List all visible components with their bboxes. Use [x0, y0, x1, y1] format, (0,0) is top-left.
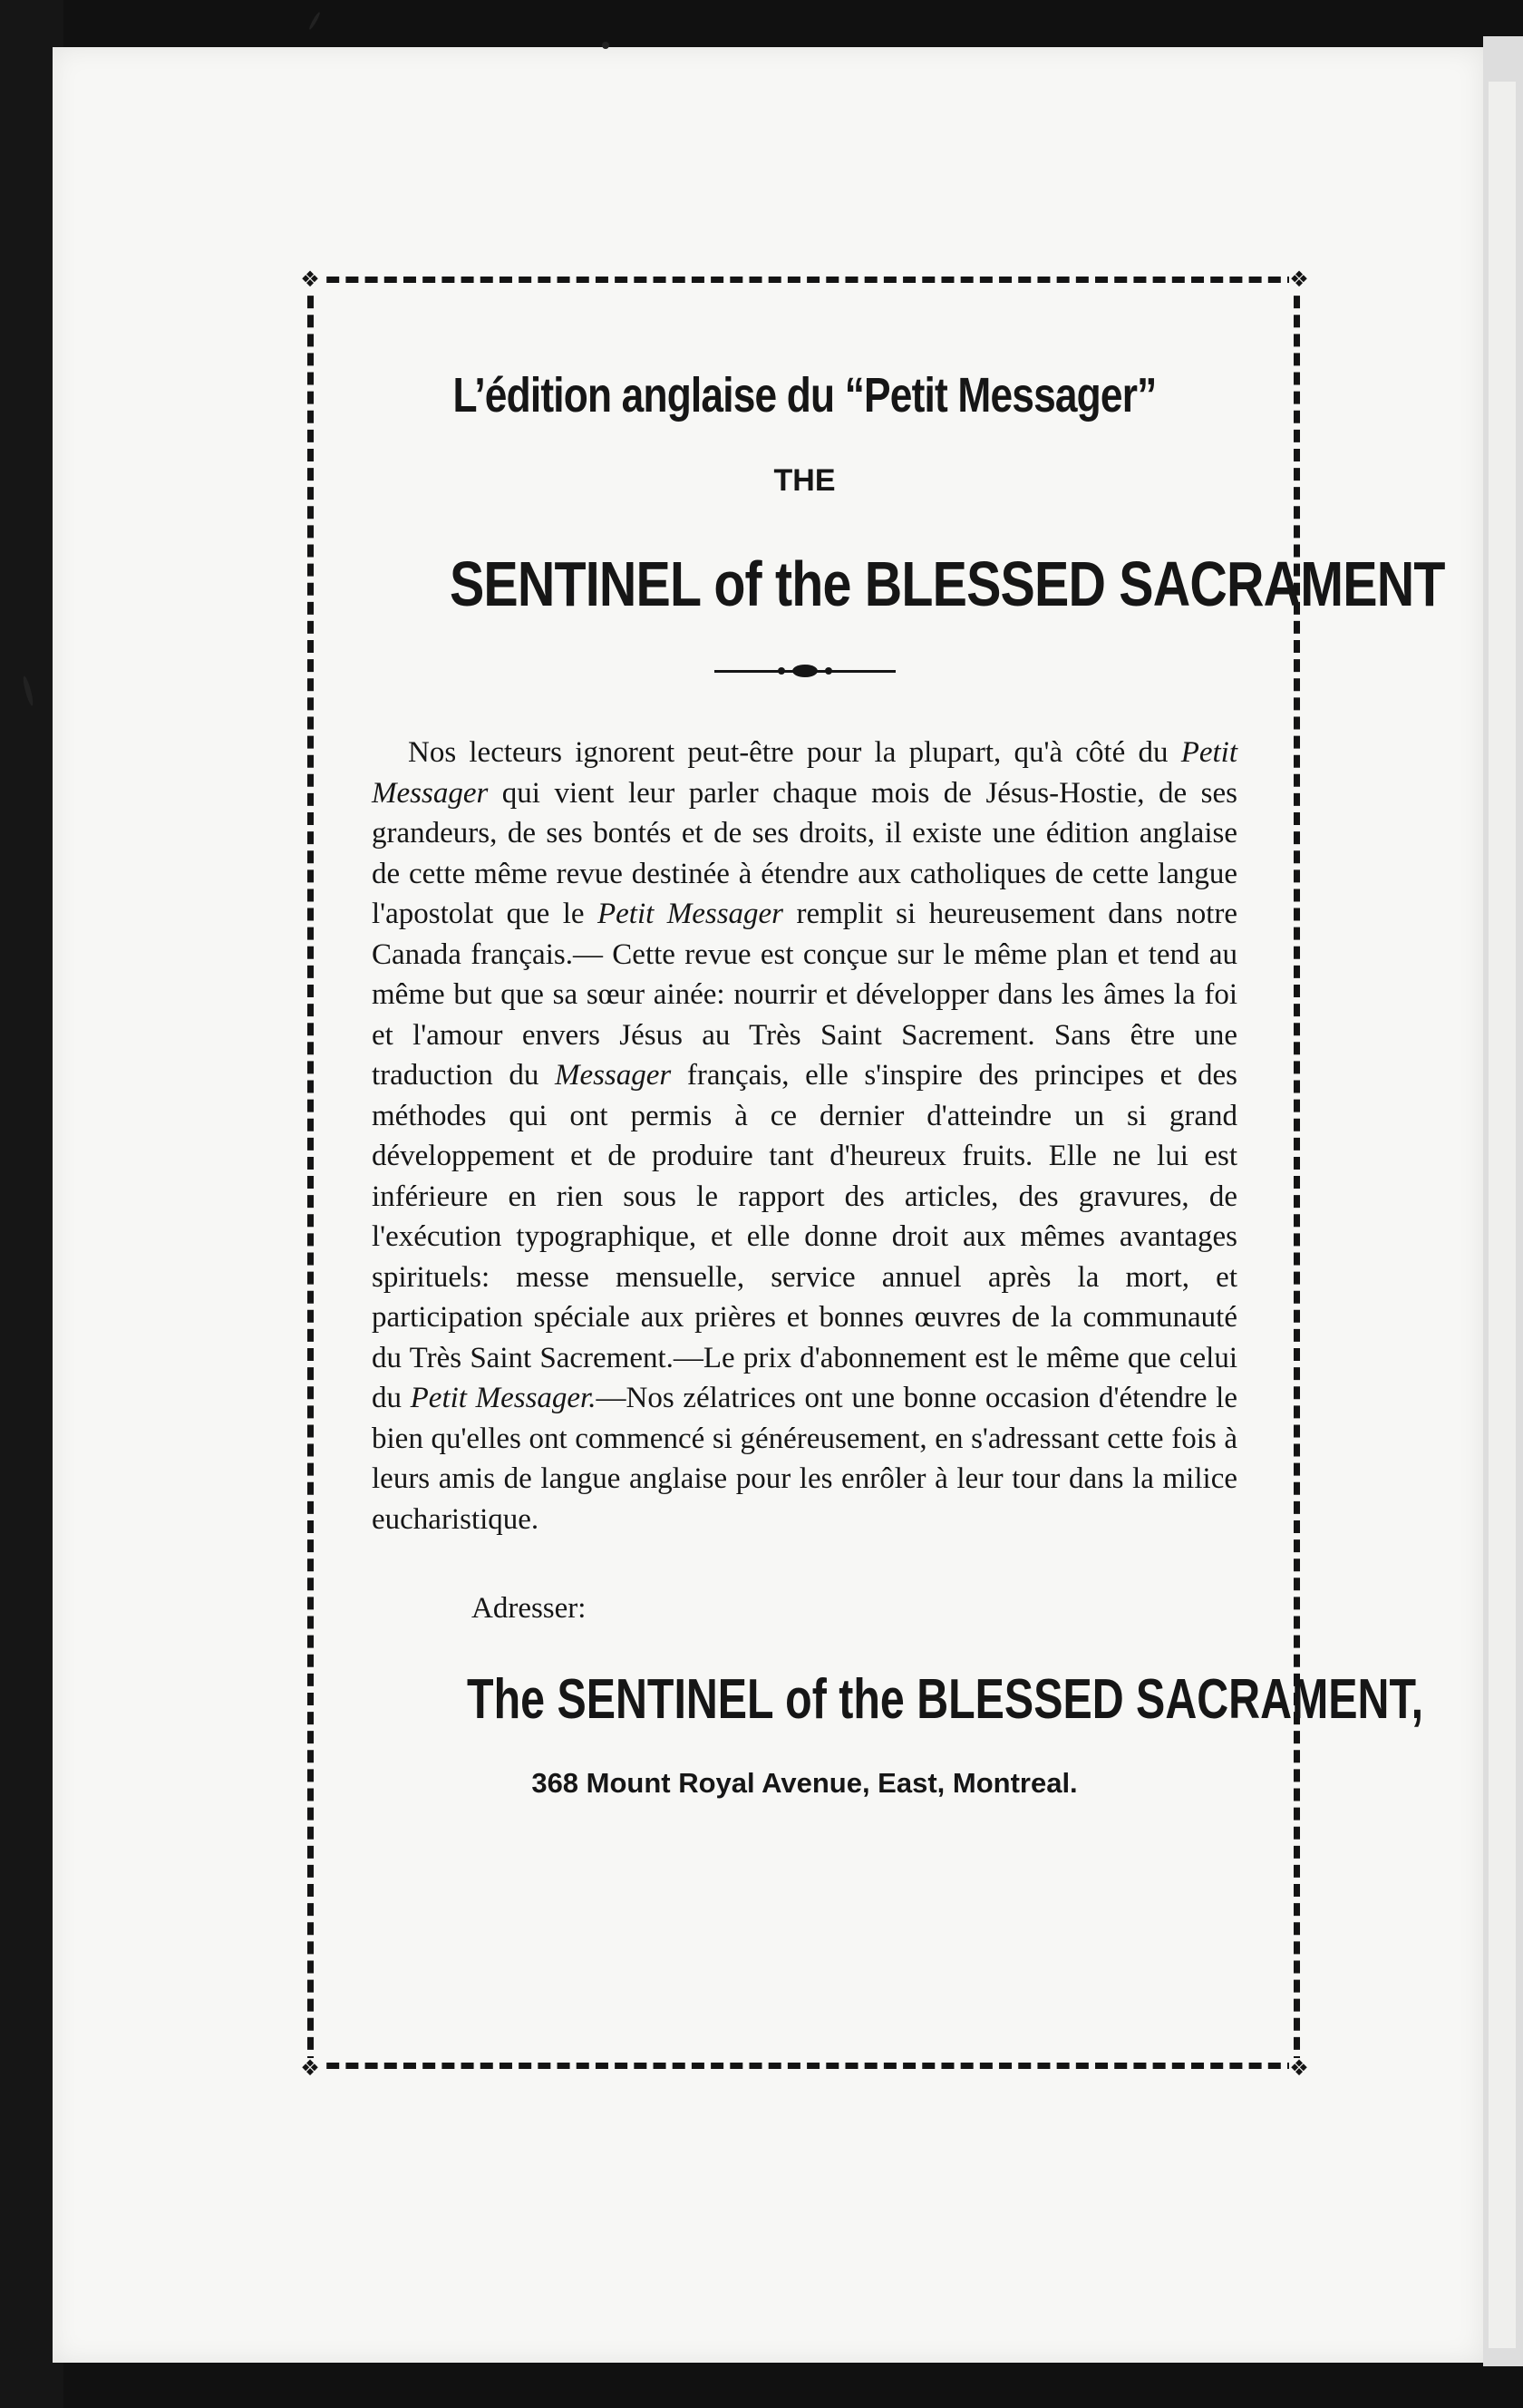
body-text-3: remplit si heureusement dans notre Canada français.— Cette revue est conçue sur le même plan et tend au même but que sa sœur ainée: nourrir et développer dans les âmes la foi et l'amour envers Jésus au Très Saint Sacrement. Sans être une traduction du	[372, 898, 1238, 1092]
corner-ornament-icon: ❖	[1289, 2055, 1309, 2081]
body-italic-1: Petit Messager	[372, 736, 1237, 810]
corner-ornament-icon: ❖	[300, 2055, 320, 2081]
corner-ornament-icon: ❖	[300, 267, 320, 292]
magazine-title: SENTINEL of the BLESSED SACRAMENT	[449, 549, 1445, 619]
divider-ornament	[714, 662, 896, 680]
body-italic-4: Petit Messager.	[410, 1382, 597, 1414]
adjacent-page-surface	[1489, 82, 1516, 2348]
body-paragraph	[372, 733, 1237, 1539]
scan-speck	[308, 11, 321, 30]
scan-speck	[602, 42, 609, 49]
body-text-2: qui vient leur parler chaque mois de Jésus-Hostie, de ses grandeurs, de ses bontés et de ses droits, il existe une édition anglaise de cette même revue destinée à étendre aux catholiques de cette langue l'apostolat que le	[372, 776, 1237, 930]
corner-ornament-icon: ❖	[1289, 267, 1309, 292]
subtitle-the: THE	[773, 463, 836, 498]
postal-address: 368 Mount Royal Avenue, East, Montreal.	[531, 1767, 1078, 1799]
body-text-1: Nos lecteurs ignorent peut-être pour la plupart, qu'à côté du	[408, 736, 1181, 769]
footer-publication-name: The SENTINEL of the BLESSED SACRAMENT,	[467, 1668, 1424, 1731]
body-text-4: français, elle s'inspire des principes et des méthodes qui ont permis à ce dernier d'atteindre un si grand développement et de produire tant d'heureux fruits. Elle ne lui est inférieure en rien sous le rapport des articles, des gravures, de l'exécution typographique, et elle donne droit aux mêmes avantages spirituels: messe mensuelle, service annuel après la mort, et participation spéciale aux prières et bonnes œuvres de la communauté du Très Saint Sacrement.—Le prix d'abonnement est le même que celui du	[372, 1059, 1237, 1414]
body-text-5: —Nos zélatrices ont une bonne occasion d'étendre le bien qu'elles ont commencé si généreusement, en s'adressant cette fois à leurs amis de langue anglaise pour les enrôler à leur tour dans la milice eucharistique.	[372, 1382, 1237, 1536]
address-label: Adresser:	[471, 1592, 587, 1625]
announcement-content	[372, 363, 1445, 1800]
page-title: L’édition anglaise du “Petit Messager”	[452, 368, 1157, 422]
body-italic-2: Petit Messager	[597, 898, 784, 930]
body-italic-3: Messager	[554, 1059, 672, 1092]
